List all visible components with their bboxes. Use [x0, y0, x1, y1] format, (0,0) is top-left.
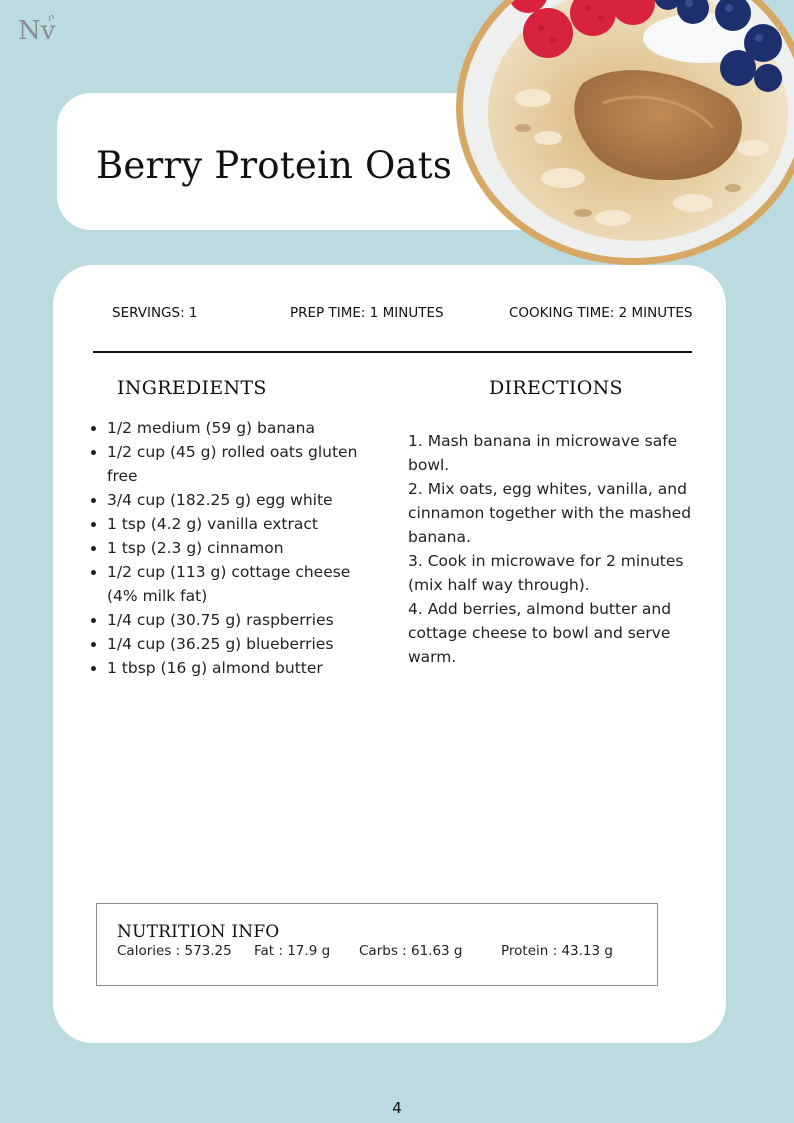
prep-time: PREP TIME: 1 MINUTES	[290, 305, 444, 321]
directions-heading: DIRECTIONS	[489, 377, 623, 399]
divider	[93, 351, 692, 353]
ingredient-item: • 1 tsp (4.2 g) vanilla extract	[107, 512, 377, 536]
nutrition-fat: Fat : 17.9 g	[254, 943, 331, 959]
direction-step: 3. Cook in microwave for 2 minutes (mix half way through).	[408, 552, 684, 594]
ingredient-item: • 1 tbsp (16 g) almond butter	[107, 656, 377, 680]
direction-step: 2. Mix oats, egg whites, vanilla, and cinnamon together with the mashed banana.	[408, 480, 692, 546]
ingredient-item: • 1/2 medium (59 g) banana	[107, 416, 377, 440]
ingredients-list	[89, 416, 377, 680]
nutrition-heading: NUTRITION INFO	[117, 922, 280, 942]
ingredient-item: • 1 tsp (2.3 g) cinnamon	[107, 536, 377, 560]
nutrition-calories: Calories : 573.25	[117, 943, 232, 959]
recipe-title: Berry Protein Oats	[96, 144, 453, 187]
cooking-time: COOKING TIME: 2 MINUTES	[509, 305, 693, 321]
brand-logo	[18, 12, 58, 44]
servings: SERVINGS: 1	[112, 305, 198, 321]
direction-step: 1. Mash banana in microwave safe bowl.	[408, 432, 678, 474]
ingredients-heading: INGREDIENTS	[117, 377, 267, 399]
page-number: 4	[392, 1099, 402, 1117]
nutrition-carbs: Carbs : 61.63 g	[359, 943, 463, 959]
directions-list	[408, 429, 693, 669]
direction-step: 4. Add berries, almond butter and cottage cheese to bowl and serve warm.	[408, 600, 672, 666]
ingredient-item: • 1/4 cup (36.25 g) blueberries	[107, 632, 377, 656]
ingredient-item: • 3/4 cup (182.25 g) egg white	[107, 488, 377, 512]
oatmeal-bowl-photo	[453, 0, 794, 268]
logo-text: Nv	[18, 16, 56, 44]
nutrition-protein: Protein : 43.13 g	[501, 943, 613, 959]
ingredient-item: • 1/2 cup (45 g) rolled oats gluten free	[107, 440, 377, 488]
ingredient-item: • 1/2 cup (113 g) cottage cheese (4% milk fat)	[107, 560, 377, 608]
ingredient-item: • 1/4 cup (30.75 g) raspberries	[107, 608, 377, 632]
